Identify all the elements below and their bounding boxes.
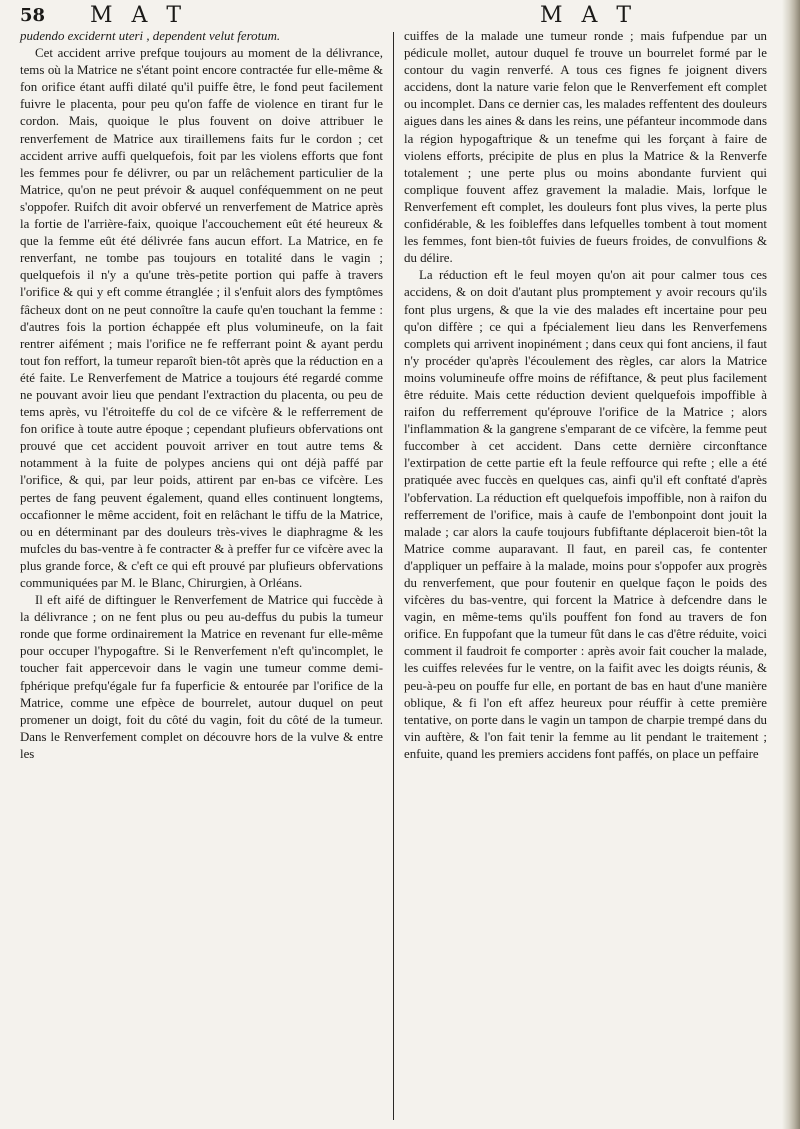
right-column xyxy=(404,28,767,763)
left-paragraph-1: Cet accident arrive prefque toujours au moment de la délivrance, tems où la Matrice ne s'étant point encore contractée fur elle-même & fon orifice étant auffi dilaté qu'il puiffe être, le fond peut facilement fuivre le placenta, pour peu qu'on faffe de violence en tirant fur le cordon. Mais, quoique le plus fouvent on doive attribuer le renverfement de Matrice aux tiraillemens faits fur le cordon ; cet accident arrive auffi quelquefois, foit par les violens efforts que font les femmes pour fe délivrer, ou par un relâchement particulier de la Matrice, qu'on ne peut prévoir & auquel conféquemment on ne peut s'oppofer. Ruifch dit avoir obfervé un renverfement de Matrice après la fortie de l'arrière-faix, quoique l'accouchement eût été heureux & que la femme eût été délivrée fans aucun effort. La Matrice, en fe renverfant, ne tombe pas toujours en totalité dans le vagin ; quelquefois il n'y a qu'une très-petite portion qui paffe à travers l'orifice & qui y eft comme étranglée ; il s'enfuit alors des fymptômes fâcheux dont on ne peut connoître la caufe qu'en touchant la femme : d'autres fois la portion échappée eft plus volumineufe, on la fait rentrer aifément ; mais l'orifice ne fe refferrant point & ayant perdu tout fon reffort, la tumeur reparoît bien-tôt après que la réduction en a été faite. Le Renverfement de Matrice a toujours été regardé comme ne pouvant avoir lieu que pendant l'extraction du placenta, ou peu de tems après, vu l'étroiteffe du col de ce vifcère & le refferrement de fon orifice à toute autre époque ; cependant plufieurs obfervations ont prouvé que cet accident pouvoit arriver en tout autre tems & notamment à la fuite de polypes anciens qui ont déjà paffé par l'orifice, & qui, par leur poids, attirent par en-bas ce vifcère. Les pertes de fang peuvent également, quand elles continuent longtems, occafionner le même accident, foit en relâchant le tiffu de la Matrice, ou en déterminant par des douleurs très-vives le diaphragme & les mufcles du bas-ventre à fe contracter & à preffer fur ce vifcère avec la plus grande force, & c'eft ce qui eft prouvé par plufieurs obfervations communiquées par M. le Blanc, Chirurgien, à Orléans. xyxy=(20,46,383,590)
left-paragraph-2: Il eft aifé de diftinguer le Renverfement de Matrice qui fuccède à la délivrance ; on ne fent plus ou peu au-deffus du pubis la tumeur ronde que forme ordinairement la Matrice en revenant fur elle-même pour occuper l'hypogaftre. Si le Renverfement n'eft qu'incomplet, le toucher fait appercevoir dans le vagin une tumeur comme demi-fphérique prefqu'égale fur fa fuperficie & entourée par l'orifice de la Matrice, comme une efpèce de bourrelet, autour duquel on peut promener un doigt, foit du côté du vagin, foit du côté de la tumeur. Dans le Renverfement complet on découvre hors de la vulve & entre les xyxy=(20,593,383,761)
latin-quotation: pudendo excidernt uteri , dependent velut ferotum. xyxy=(20,29,281,43)
running-head-right: M A T xyxy=(540,3,638,28)
right-paragraph-1: cuiffes de la malade une tumeur ronde ; mais fufpendue par un pédicule mollet, autour duquel fe trouve un bourrelet formé par le contour du vagin renverfé. A tous ces fignes fe joignent divers accidens, dont la nature varie felon que le Renverfement eft complet ou incomplet. Dans ce dernier cas, les malades reffentent des douleurs aigues dans les aines & dans les reins, une péfanteur incommode dans la région hypogaftrique & un tenefme qui les forçant à faire de violens efforts, précipite de plus en plus la Matrice & la Renverfe totalement ; une perte plus ou moins abondante furvient qui complique fouvent affez gravement la maladie. Mais, lorfque le Renverfement eft complet, les douleurs font plus vives, la perte plus confidérable, & les foibleffes dans lefquelles tombent à tout moment les femmes, font bien-tôt fuivies de fueurs froides, de convulfions & du délire. xyxy=(404,29,767,266)
column-divider xyxy=(393,32,394,1120)
left-column-opening xyxy=(20,28,383,45)
left-column xyxy=(20,28,383,763)
page-header xyxy=(20,3,772,29)
page-number: 58 xyxy=(20,5,46,26)
running-head-left: M A T xyxy=(90,3,188,28)
page-edge-shadow xyxy=(782,0,800,1129)
right-paragraph-2: La réduction eft le feul moyen qu'on ait pour calmer tous ces accidens, & on doit d'autant plus promptement y avoir recours qu'ils font plus urgens, & que la vie des malades eft incertaine pour peu qu'on diffère ; ce qui a fpécialement lieu dans les Renverfemens complets qui arrivent inopinément ; dans ceux qui font anciens, il faut n'y procéder qu'après l'écoulement des règles, car alors la Matrice moins volumineufe offre moins de réfiftance, & peut plus facilement être réduite. Mais cette réduction devient quelquefois impoffible à raifon du refferrement qu'éprouve l'orifice de la Matrice ; alors l'inflammation & la gangrene s'emparant de ce vifcère, la femme peut fuccomber à cet accident. Dans cette dernière circonftance l'extirpation de cette partie eft la feule reffource qui refte ; elle a été pratiquée avec fuccès en quelques cas, ainfi qu'il eft conftaté d'après l'obfervation. La réduction eft quelquefois impoffible, non à raifon du refferrement de l'orifice, mais à caufe de l'embonpoint dont jouit la malade ; car alors la caufe toujours fubfiftante déplaceroit bien-tôt la Matrice comme auparavant. Il faut, en pareil cas, fe contenter d'appliquer un peffaire à la malade, moins pour s'oppofer aux progrès du renverfement, que pour foutenir en quelque façon le poids des vifcères du bas-ventre, qui forcent la Matrice à defcendre dans le vagin, en même-tems qu'ils pouffent fon fond au travers de fon orifice. En fuppofant que la tumeur fût dans le cas d'être réduite, voici comment il faudroit fe comporter : après avoir fait coucher la malade, les cuiffes relevées fur le ventre, on la faifit avec les doigts réunis, & peu-à-peu on pouffe fur elle, en portant de bas en haut d'une manière oblique, & fi l'on eft affez heureux pour réuffir à cette première tentative, on porte dans le vagin un tampon de charpie trempé dans du vin auftère, & l'on fait tenir la femme au lit pendant le traitement ; enfuite, quand les premiers accidens font paffés, on place un peffaire xyxy=(404,268,767,761)
